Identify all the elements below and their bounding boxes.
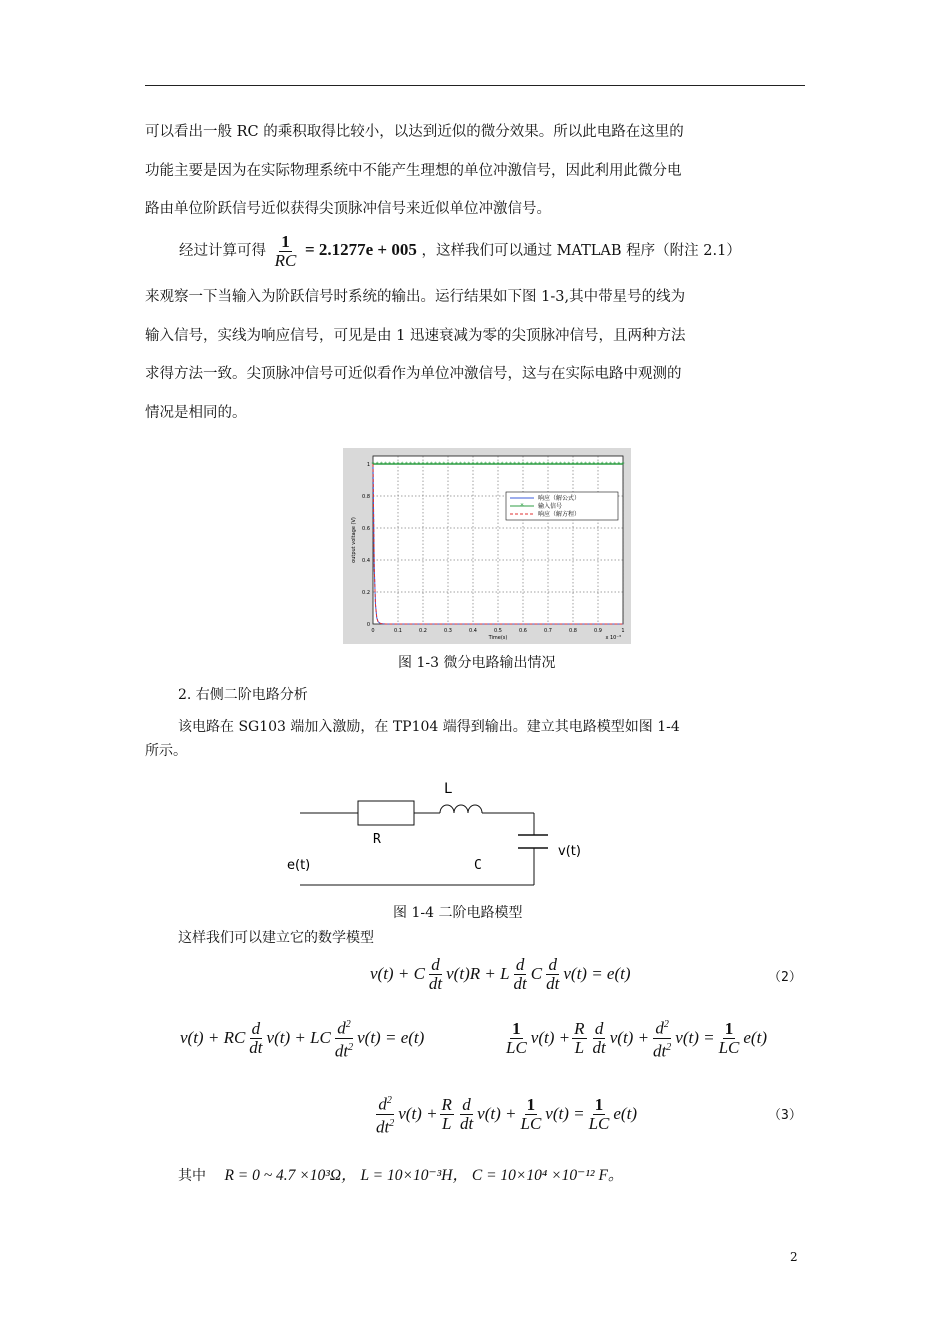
section-heading: 2. 右侧二阶电路分析: [178, 687, 308, 703]
x-tick-label: 0.3: [444, 628, 452, 634]
series-marker: *: [404, 461, 408, 469]
series-marker: *: [571, 461, 575, 469]
figure-1-4-circuit: [280, 775, 610, 895]
label-v: v(t): [558, 844, 581, 859]
text-line: 求得方法一致。尖顶脉冲信号可近似看作为单位冲激信号，这与在实际电路中观测的: [145, 366, 682, 382]
legend-marker: *: [520, 503, 524, 511]
x-tick-label: 0.7: [544, 628, 552, 634]
series-marker: *: [396, 461, 400, 469]
parameter-line: [178, 1163, 623, 1185]
x-axis-label: Time(s): [488, 635, 508, 641]
x-tick-label: 0.6: [519, 628, 527, 634]
paragraph-2-first-line: [145, 228, 805, 273]
fraction-denominator: RC: [274, 250, 297, 270]
legend-label-2: 响应（解方程）: [538, 511, 581, 518]
series-marker: *: [542, 461, 546, 469]
fraction-numerator: 1: [281, 231, 290, 251]
series-marker: *: [463, 461, 467, 469]
series-marker: *: [559, 461, 562, 469]
eq-term: v(t) = e(t): [563, 964, 631, 983]
text-line: 输入信号，实线为响应信号，可见是由 1 迅速衰减为零的尖顶脉冲信号，且两种方法: [145, 327, 686, 344]
page-number: 2: [790, 1250, 798, 1264]
resistor-bottom: [358, 813, 414, 825]
series-marker: *: [546, 461, 550, 469]
series-marker: *: [529, 461, 533, 469]
series-marker: *: [575, 461, 579, 469]
x-tick-label: 0.1: [394, 628, 402, 634]
text-line: 路由单位阶跃信号近似获得尖顶脉冲信号来近似单位冲激信号。: [145, 201, 551, 217]
x-tick-label: 0: [371, 628, 375, 634]
paragraph-4: 这样我们可以建立它的数学模型: [178, 930, 374, 946]
x-tick-label: 0.9: [594, 628, 602, 634]
series-marker: *: [534, 461, 537, 469]
eq-frac: $\frac{d}{dt}$: [546, 954, 560, 993]
series-marker: *: [446, 461, 450, 469]
series-marker: *: [388, 461, 392, 469]
text-fragment: ，这样我们可以通过 MATLAB 程序（附注 2.1）: [421, 243, 741, 259]
series-marker: *: [484, 461, 487, 469]
figure-1-3-chart: [343, 448, 631, 644]
text-line: 情况是相同的。: [145, 404, 247, 421]
x-tick-label: 1: [621, 628, 625, 634]
rc-value: = 2.1277e + 005: [304, 240, 417, 259]
paragraph-1: [145, 113, 805, 229]
x-tick-label: 0.2: [419, 628, 427, 634]
series-marker: *: [538, 461, 542, 469]
y-tick-label: 1: [366, 462, 370, 468]
series-marker: *: [371, 461, 375, 469]
series-marker: *: [525, 461, 529, 469]
eq-term: v(t)R + L: [446, 964, 510, 983]
paragraph-2-rest: [145, 278, 805, 432]
series-marker: *: [513, 461, 517, 469]
series-marker: *: [504, 461, 508, 469]
series-marker: *: [584, 461, 587, 469]
chart-svg: [343, 448, 631, 644]
series-marker: *: [621, 461, 625, 469]
series-marker: *: [479, 461, 483, 469]
series-marker: *: [471, 461, 475, 469]
series-marker: *: [563, 461, 567, 469]
series-marker: *: [400, 461, 404, 469]
parameter-values: R = 0 ~ 4.7 ×10³Ω， L = 10×10⁻³H， C = 10×10⁴ ×10⁻¹² F。: [224, 1167, 624, 1184]
equation-3: $\frac{d^2}{dt^2}$ v(t) + $\frac{R}{L}$ $\frac{d}{dt}$ v(t) + $\frac{1}{LC}$ v(t) = $\frac{1}{LC}$ e(t): [372, 1092, 637, 1136]
circuit-svg: [280, 775, 610, 895]
series-marker: *: [467, 461, 471, 469]
series-marker: *: [588, 461, 592, 469]
paragraph-3-line-2: 所示。: [145, 743, 187, 759]
series-marker: *: [375, 461, 379, 469]
resistor-top: [358, 801, 414, 813]
series-marker: *: [417, 461, 421, 469]
eq-term: C: [530, 964, 543, 983]
series-marker: *: [492, 461, 496, 469]
series-marker: *: [579, 461, 583, 469]
equation-3-number: （3）: [768, 1108, 802, 1123]
series-marker: *: [596, 461, 600, 469]
series-marker: *: [521, 461, 525, 469]
text-fragment: 经过计算可得: [179, 243, 266, 259]
y-tick-label: 0.2: [362, 590, 370, 596]
series-marker: *: [609, 461, 612, 469]
series-marker: *: [459, 461, 462, 469]
y-tick-label: 0.6: [362, 526, 370, 532]
series-marker: *: [409, 461, 412, 469]
series-marker: *: [450, 461, 454, 469]
where-label: 其中: [178, 1168, 206, 1184]
label-c: C: [474, 858, 482, 873]
series-marker: *: [475, 461, 479, 469]
series-marker: *: [550, 461, 554, 469]
paragraph-3-line-1: 该电路在 SG103 端加入激励，在 TP104 端得到输出。建立其电路模型如图 1-4: [178, 719, 680, 735]
series-marker: *: [509, 461, 512, 469]
series-marker: *: [429, 461, 433, 469]
equation-2a: v(t) + RC $\frac{d}{dt}$ v(t) + LC $\frac{d^2}{dt^2}$ v(t) = e(t): [180, 1016, 424, 1060]
eq-frac: $\frac{d}{dt}$: [428, 954, 443, 993]
text-line: 来观察一下当输入为阶跃信号时系统的输出。运行结果如下图 1-3,其中带星号的线为: [145, 289, 686, 305]
figure-1-4-caption: 图 1-4 二阶电路模型: [393, 905, 523, 921]
equation-2: [370, 952, 631, 996]
legend-label-0: 响应（解公式）: [538, 495, 581, 502]
x-axis-multiplier: x 10⁻³: [605, 635, 621, 641]
y-tick-label: 0: [366, 622, 370, 628]
series-marker: *: [434, 461, 437, 469]
fraction-1-over-rc: [273, 233, 299, 270]
label-l: L: [444, 781, 453, 797]
series-marker: *: [567, 461, 571, 469]
series-marker: *: [517, 461, 521, 469]
y-axis-label: output voltage (V): [351, 517, 357, 563]
series-marker: *: [442, 461, 446, 469]
x-tick-label: 0.5: [494, 628, 502, 634]
series-marker: *: [496, 461, 500, 469]
eq-frac: $\frac{d}{dt}$: [513, 954, 527, 993]
inductor-symbol: [440, 805, 482, 813]
eq-term: v(t) + C: [370, 964, 425, 983]
figure-1-3-caption: 图 1-3 微分电路输出情况: [398, 655, 556, 671]
series-marker: *: [592, 461, 596, 469]
equation-2-number: （2）: [768, 970, 802, 985]
series-marker: *: [379, 461, 383, 469]
series-marker: *: [604, 461, 608, 469]
y-tick-label: 0.8: [362, 494, 370, 500]
text-line: 可以看出一般 RC 的乘积取得比较小，以达到近似的微分效果。所以此电路在这里的: [145, 124, 684, 140]
series-marker: *: [454, 461, 458, 469]
series-marker: *: [413, 461, 417, 469]
equation-2b: $\frac{1}{LC}$ v(t) + $\frac{R}{L}$ $\frac{d}{dt}$ v(t) + $\frac{d^2}{dt^2}$ v(t) = $\frac{1}{LC}$ e(t): [502, 1016, 767, 1060]
series-marker: *: [500, 461, 504, 469]
text-line: 功能主要是因为在实际物理系统中不能产生理想的单位冲激信号，因此利用此微分电: [145, 162, 682, 179]
series-marker: *: [488, 461, 492, 469]
series-marker: *: [384, 461, 387, 469]
series-marker: *: [617, 461, 621, 469]
series-marker: *: [392, 461, 396, 469]
series-marker: *: [425, 461, 429, 469]
x-tick-label: 0.8: [569, 628, 577, 634]
header-rule: [145, 85, 805, 86]
legend-label-1: 输入信号: [538, 503, 563, 510]
series-marker: *: [421, 461, 425, 469]
series-marker: *: [600, 461, 604, 469]
y-tick-label: 0.4: [362, 558, 370, 564]
series-marker: *: [438, 461, 442, 469]
series-marker: *: [554, 461, 558, 469]
series-marker: *: [613, 461, 617, 469]
label-e: e(t): [287, 858, 311, 873]
x-tick-label: 0.4: [469, 628, 477, 634]
label-r: R: [373, 832, 381, 847]
